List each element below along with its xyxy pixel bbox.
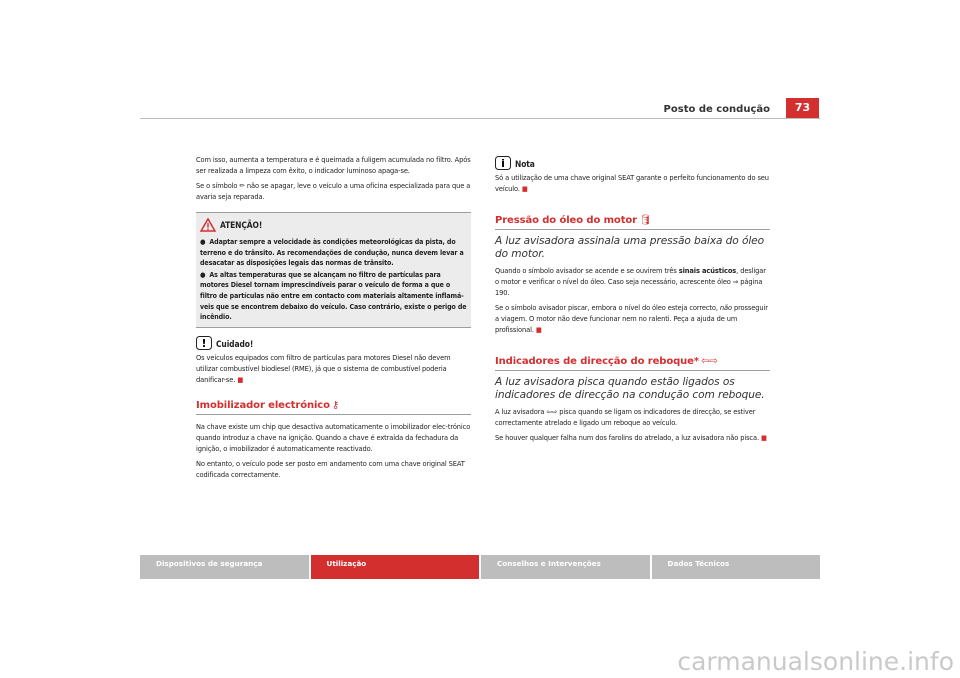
paragraph: Se o símbolo avisador piscar, embora o nível do óleo esteja correcto, não prosseguir a viagem. O motor não deve funcionar nem no ralenti. Peça a ajuda de um profissional. ■ <box>495 303 768 334</box>
paragraph: No entanto, o veículo pode ser posto em andamento com uma chave original SEAT codificada correctamente. <box>196 458 465 479</box>
svg-text:!: ! <box>201 336 207 350</box>
caution-title: Cuidado! <box>216 338 254 349</box>
text: não se apagar, leve o veículo a uma oficina especializada para que a avaria seja reparada. <box>196 181 471 201</box>
note-header <box>495 156 770 170</box>
tab-dispositivos-de-seguranca[interactable]: Dispositivos de segurança <box>140 555 309 579</box>
trailer-indicator-icon: ⇦⇨ <box>701 356 718 367</box>
right-column <box>495 154 770 448</box>
paragraph <box>196 180 471 202</box>
page-title: Posto de condução <box>663 104 770 115</box>
immobilizer-key-icon: ⚷ <box>331 399 340 411</box>
section-title: Pressão do óleo do motor 🛢︎ <box>495 215 770 230</box>
end-marker-icon: ■ <box>535 326 542 334</box>
svg-text:i: i <box>501 157 505 170</box>
caution-text: Os veículos equipados com filtro de partículas para motores Diesel não devem utilizar combustível biodiesel (RME), já que o sistema de combustível poderia danificar-se. ■ <box>196 352 451 384</box>
paragraph: A luz avisadora ⇦⇨ pisca quando se ligam os indicadores de direcção, se estiver correctamente atrelado e ligado um reboque ao veículo. <box>495 407 756 427</box>
section-subtitle: A luz avisadora pisca quando estão ligados os indicadores de direcção na condução com reboque. <box>495 376 765 401</box>
warning-title: ATENÇÃO! <box>220 219 263 230</box>
footer-nav <box>140 555 820 579</box>
caution-header <box>196 336 471 350</box>
note-icon <box>495 156 511 170</box>
section-title: Imobilizador electrónico ⚷ <box>196 400 471 415</box>
trailer-indicator-icon: ⇦⇨ <box>546 407 558 416</box>
note-text: Só a utilização de uma chave original SEAT garante o perfeito funcionamento do seu veículo. ■ <box>495 173 769 193</box>
page-number: 73 <box>786 98 819 118</box>
section-title: Indicadores de direcção do reboque* ⇦⇨ <box>495 356 770 371</box>
tab-dados-tecnicos[interactable]: Dados Técnicos <box>652 555 821 579</box>
note-title: Nota <box>515 159 535 169</box>
tab-conselhos-e-intervencoes[interactable]: Conselhos e Intervenções <box>481 555 650 579</box>
warning-item: ● Adaptar sempre a velocidade às condições meteorológicas da pista, do terreno e do trânsito. As recomendações de condução, nunca devem levar a desacatar as disposições legais das normas de trânsito. <box>200 238 464 268</box>
paragraph: Com isso, aumenta a temperatura e é queimada a fuligem acumulada no filtro. Após ser realizada a limpeza com êxito, o indicador luminoso apaga-se. <box>196 155 471 175</box>
warning-item: ● As altas temperaturas que se alcançam no filtro de partículas para motores Diesel tornam imprescindíveis parar o veículo de forma a que o filtro de partículas não entre em contacto com materiais altamente inflamá-veis que se encontrem debaixo do veículo. Caso contrário, existe o perigo de incêndio. <box>200 270 467 322</box>
end-marker-icon: ■ <box>521 185 528 193</box>
paragraph: Se houver qualquer falha num dos farolins do atrelado, a luz avisadora não pisca. ■ <box>495 433 767 442</box>
watermark: carmanualsonline.info <box>677 647 954 676</box>
end-marker-icon: ■ <box>760 434 767 442</box>
paragraph: Quando o símbolo avisador se acende e se ouvirem três sinais acústicos, desligar o motor e verificar o nível do óleo. Caso seja necessário, acrescente óleo ⇒ página 190. <box>495 266 766 297</box>
left-column <box>196 154 471 484</box>
paragraph: Na chave existe um chip que desactiva automaticamente o imobilizador elec-trónico quando introduz a chave na ignição. Quando a chave é extraída da fechadura da ignição, o imobilizador é automaticamente reactivado. <box>196 421 471 453</box>
oil-can-icon: 🛢︎ <box>638 215 652 226</box>
section-subtitle: A luz avisadora assinala uma pressão baixa do óleo do motor. <box>495 235 764 260</box>
text: Se o símbolo <box>196 181 238 190</box>
warning-triangle-icon <box>200 218 216 232</box>
warning-box <box>196 212 471 328</box>
caution-icon <box>196 336 212 350</box>
header-divider <box>140 118 820 119</box>
tab-utilizacao[interactable]: Utilização <box>311 555 480 579</box>
end-marker-icon: ■ <box>237 375 244 384</box>
particle-filter-icon: ✏︎ <box>239 181 245 190</box>
